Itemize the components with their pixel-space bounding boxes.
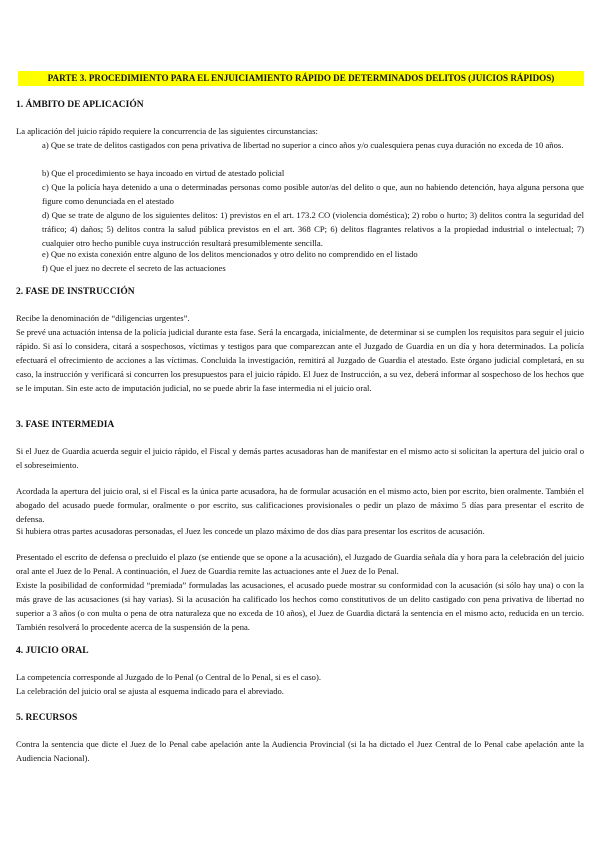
list-item: e) Que no exista conexión entre alguno de los delitos mencionados y otro delito no comprendido en el listado (42, 249, 418, 259)
paragraph: Contra la sentencia que dicte el Juez de lo Penal cabe apelación ante la Audiencia Provincial (si la ha dictado el Juez Central de lo Penal cabe apelación ante la Audiencia Nacional). (16, 739, 584, 763)
section-heading-recursos: 5. RECURSOS (16, 713, 78, 723)
paragraph: Si el Juez de Guardia acuerda seguir el juicio rápido, el Fiscal y demás partes acusadoras han de manifestar en el mismo acto si solicitan la apertura del juicio oral o el sobreseimiento. (16, 446, 584, 470)
paragraph: La competencia corresponde al Juzgado de lo Penal (o Central de lo Penal, si es el caso). (16, 672, 321, 682)
paragraph: Si hubiera otras partes acusadoras personadas, el Juez les concede un plazo máximo de dos días para presentar los escritos de acusación. (16, 526, 485, 536)
paragraph: Se prevé una actuación intensa de la policía judicial durante esta fase. Será la encargada, inicialmente, de determinar si se cumplen los requisitos para seguir el juicio rápido. Si así lo considera, citará a sospechosos, víctimas y testigos para que comparezcan ante el Juzgado de Guardia en un día y hora determinados. La policía efectuará el ofrecimiento de acciones a las víctimas. Concluida la investigación, remitirá al Juzgado de Guardia el atestado. Este órgano judicial completará, en su caso, la instrucción y verificará si concurren los presupuestos para el juicio rápido. El Juez de Instrucción, a su vez, deberá informar al sospechoso de los hechos que se le imputan. Sin este acto de imputación judicial, no se puede abrir la fase intermedia ni el juicio oral. (16, 327, 584, 393)
paragraph: Presentado el escrito de defensa o precluido el plazo (se entiende que se opone a la acusación), el Juzgado de Guardia señala día y hora para la celebración del juicio oral ante el Juez de lo Penal. A continuación, el Juez de Guardia remite las actuaciones ante el Juez de lo Penal. (16, 552, 584, 576)
paragraph: La celebración del juicio oral se ajusta al esquema indicado para el abreviado. (16, 686, 284, 696)
section-heading-juicio-oral: 4. JUICIO ORAL (16, 646, 89, 656)
paragraph: Existe la posibilidad de conformidad “premiada” formuladas las acusaciones, el acusado puede mostrar su conformidad con la acusación (si sólo hay una) o con la más grave de las acusaciones (si hay varias). Si la acusación ha calificado los hechos como constitutivos de un delito castigado con pena privativa de libertad no superior a 3 años (o con multa o pena de otra naturaleza que no exceda de 10 años), el Juez de Guardia dictará la sentencia en el mismo acto, reducida en un tercio. También resolverá lo procedente acerca de la suspensión de la pena. (16, 580, 584, 632)
list-item: d) Que se trate de alguno de los siguientes delitos: 1) previstos en el art. 173.2 CO (violencia doméstica); 2) robo o hurto; 3) delitos contra la seguridad del tráfico; 4) daños; 5) delitos contra la salud pública previstos en el art. 368 CP; 6) delitos flagrantes relativos a la propiedad industrial o intelectual; 7) cualquier otro hecho punible cuya instrucción resultará presumiblemente sencilla. (42, 210, 584, 248)
list-item: c) Que la policía haya detenido a una o determinadas personas como posible autor/as del delito o que, aun no habiendo detención, haya alguna persona que figure como denunciada en el atestado (42, 182, 584, 206)
paragraph: Acordada la apertura del juicio oral, si el Fiscal es la única parte acusadora, ha de formular acusación en el mismo acto, bien por escrito, bien oralmente. También el abogado del acusado puede formular, oralmente o por escrito, sus calificaciones provisionales o pedir un plazo de máximo 5 días para presentar el escrito de defensa. (16, 486, 584, 524)
document-title: PARTE 3. PROCEDIMIENTO PARA EL ENJUICIAMIENTO RÁPIDO DE DETERMINADOS DELITOS (JUICIOS RÁPIDOS) (18, 71, 584, 86)
paragraph: Recibe la denominación de “diligencias urgentes”. (16, 313, 190, 323)
list-item: b) Que el procedimiento se haya incoado en virtud de atestado policial (42, 168, 285, 178)
list-item: a) Que se trate de delitos castigados con pena privativa de libertad no superior a cinco años y/o cualesquiera penas cuya duración no exceda de 10 años. (42, 140, 564, 150)
list-item: f) Que el juez no decrete el secreto de las actuaciones (42, 263, 226, 273)
section-intro: La aplicación del juicio rápido requiere la concurrencia de las siguientes circunstancias: (16, 126, 318, 136)
section-heading-intermedia: 3. FASE INTERMEDIA (16, 420, 115, 430)
section-heading-ambito: 1. ÁMBITO DE APLICACIÓN (16, 100, 144, 110)
section-heading-instruccion: 2. FASE DE INSTRUCCIÓN (16, 287, 135, 297)
